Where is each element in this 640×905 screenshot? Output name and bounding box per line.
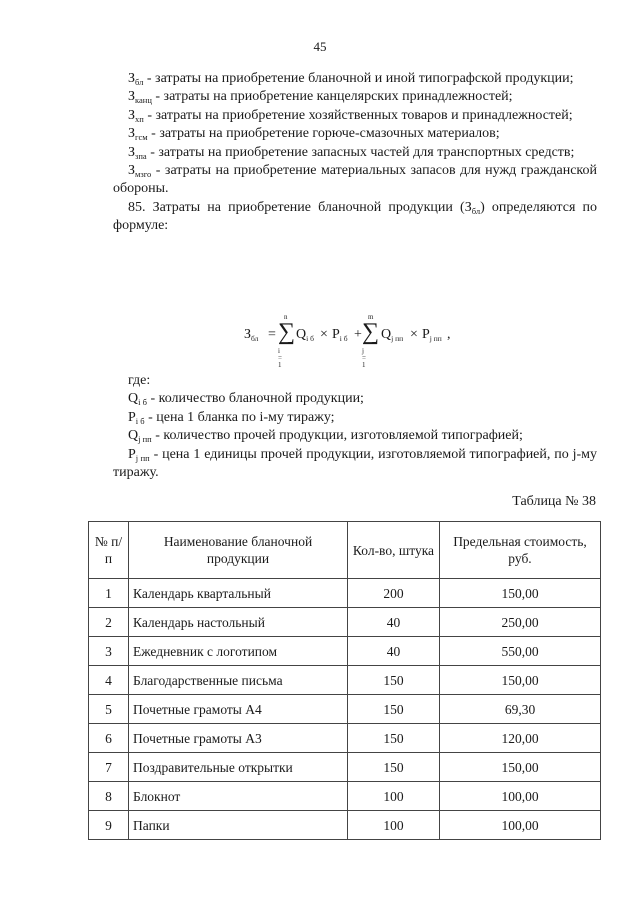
symbol-subscript: мзго: [135, 169, 152, 180]
symbol-subscript: канц: [135, 95, 152, 106]
header-number: № п/п: [89, 522, 129, 579]
page-number: 45: [313, 39, 327, 54]
header-quantity: Кол-во, штука: [348, 522, 440, 579]
table-row: [89, 695, 601, 724]
symbol-subscript: бл: [471, 205, 481, 216]
formula-subscript: бл: [251, 334, 259, 343]
definition-q-ib: [113, 390, 597, 408]
cell-quantity: 40: [348, 608, 440, 637]
symbol: P: [128, 409, 136, 425]
symbol: З: [128, 107, 136, 123]
definition-text: - количество прочей продукции, изготовляемой типографией;: [151, 428, 523, 444]
cell-max-cost: 150,00: [440, 579, 601, 608]
definition-q-jpp: [113, 427, 597, 445]
table-row: [89, 608, 601, 637]
cell-number: 5: [89, 695, 129, 724]
cell-name: Блокнот: [129, 782, 348, 811]
table-row: [89, 782, 601, 811]
definition-fuel: [113, 125, 597, 143]
definition-p-jpp: [113, 446, 597, 483]
formula-equals: =: [268, 327, 276, 342]
definition-text: - затраты на приобретение материальных запасов для нужд гражданской обороны.: [113, 163, 597, 197]
sum1-upper-limit: n: [284, 313, 288, 321]
header-name: Наименование бланочной продукции: [129, 522, 348, 579]
symbol-subscript: i б: [135, 415, 145, 426]
symbol-subscript: j пп: [135, 452, 150, 463]
cell-number: 4: [89, 666, 129, 695]
cell-name: Ежедневник с логотипом: [129, 637, 348, 666]
symbol-subscript: бл: [135, 77, 144, 87]
cell-quantity: 40: [348, 637, 440, 666]
cell-max-cost: 100,00: [440, 782, 601, 811]
formula-term1-q: [296, 326, 314, 344]
cell-name: Календарь настольный: [129, 608, 348, 637]
table-row: [89, 579, 601, 608]
definition-spare-parts: [113, 144, 597, 162]
formula-subscript: i б: [339, 334, 348, 343]
symbol: З: [128, 89, 136, 105]
symbol-subscript: i б: [138, 397, 147, 408]
formula-times-1: ×: [320, 327, 328, 342]
symbol: З: [128, 71, 136, 86]
definition-civil-defense: [113, 162, 597, 199]
cell-name: Почетные грамоты А3: [129, 724, 348, 753]
cell-number: 2: [89, 608, 129, 637]
definition-text: - затраты на приобретение запасных частей для транспортных средств;: [146, 144, 575, 160]
table-row: [89, 637, 601, 666]
symbol: З: [128, 126, 136, 142]
formula-lhs: [244, 326, 258, 344]
table-row: [89, 724, 601, 753]
symbol-subscript: j пп: [138, 434, 152, 445]
cell-number: 8: [89, 782, 129, 811]
definition-text: - затраты на приобретение хозяйственных товаров и принадлежностей;: [143, 107, 573, 123]
definition-text: - количество бланочной продукции;: [146, 391, 364, 407]
cell-number: 9: [89, 811, 129, 840]
cell-max-cost: 69,30: [440, 695, 601, 724]
definition-household: [113, 107, 597, 125]
sum1-lower-limit: i = 1: [278, 347, 282, 369]
definition-text: - затраты на приобретение канцелярских принадлежностей;: [151, 89, 513, 105]
formula-term1-p: [332, 326, 348, 344]
cell-name: Календарь квартальный: [129, 579, 348, 608]
table-row: [89, 753, 601, 782]
symbol-subscript: хп: [135, 113, 144, 124]
symbol-subscript: зпа: [135, 150, 147, 161]
formula-term2-p: [422, 326, 442, 344]
formula-symbol: Q: [381, 327, 392, 342]
cell-quantity: 100: [348, 782, 440, 811]
cell-number: 3: [89, 637, 129, 666]
cell-quantity: 150: [348, 666, 440, 695]
cell-max-cost: 150,00: [440, 666, 601, 695]
blank-products-table: [88, 521, 601, 840]
cell-max-cost: 120,00: [440, 724, 601, 753]
symbol-subscript: гсм: [135, 132, 148, 143]
cell-name: Благодарственные письма: [129, 666, 348, 695]
cell-quantity: 100: [348, 811, 440, 840]
formula-subscript: j пп: [429, 334, 442, 343]
clause-85: [113, 199, 597, 236]
definition-p-ib: [113, 409, 597, 427]
cell-name: Поздравительные открытки: [129, 753, 348, 782]
formula-term2-q: [381, 326, 403, 344]
clause-text: ) определяются по формуле:: [113, 199, 598, 234]
cell-max-cost: 150,00: [440, 753, 601, 782]
cost-definitions: [113, 70, 597, 236]
definition-blanks: [113, 70, 597, 88]
cell-name: Папки: [129, 811, 348, 840]
formula-subscript: j пп: [391, 334, 404, 343]
symbol: P: [128, 446, 136, 462]
cell-number: 1: [89, 579, 129, 608]
sum2-upper-limit: m: [368, 313, 374, 321]
cell-quantity: 150: [348, 724, 440, 753]
cell-number: 6: [89, 724, 129, 753]
cell-quantity: 150: [348, 695, 440, 724]
clause-text: 85. Затраты на приобретение бланочной продукции (З: [128, 199, 472, 215]
symbol: З: [128, 144, 136, 160]
formula-symbol: Q: [296, 327, 307, 342]
formula-symbol: P: [422, 327, 430, 342]
cell-quantity: 200: [348, 579, 440, 608]
formula-symbol: P: [332, 327, 340, 342]
table-row: [89, 666, 601, 695]
cell-name: Почетные грамоты А4: [129, 695, 348, 724]
definition-text: - цена 1 единицы прочей продукции, изготовляемой типографией, по j-му тиражу.: [113, 446, 597, 481]
sum2-sigma: ∑: [362, 319, 380, 345]
cell-max-cost: 100,00: [440, 811, 601, 840]
table-row: [89, 811, 601, 840]
header-max-cost: Предельная стоимость, руб.: [440, 522, 601, 579]
cell-quantity: 150: [348, 753, 440, 782]
sum1-sigma: ∑: [278, 319, 296, 345]
formula-subscript: i б: [306, 334, 314, 343]
cell-max-cost: 250,00: [440, 608, 601, 637]
symbol: Q: [128, 391, 139, 407]
formula-symbol: З: [244, 327, 252, 342]
formula-times-2: ×: [410, 327, 418, 342]
formula-tail: ,: [447, 327, 451, 342]
cell-max-cost: 550,00: [440, 637, 601, 666]
formula-plus: +: [354, 327, 362, 342]
formula-definitions: [113, 372, 597, 482]
where-label: где:: [128, 373, 151, 388]
table-header-row: [89, 522, 601, 579]
cell-number: 7: [89, 753, 129, 782]
symbol: Q: [128, 428, 139, 444]
symbol: З: [128, 163, 136, 179]
table-caption: Таблица № 38: [512, 494, 596, 509]
definition-text: - цена 1 бланка по i-му тиражу;: [144, 409, 335, 425]
sum2-lower-limit: j = 1: [362, 347, 366, 369]
definition-text: - затраты на приобретение горюче-смазочных материалов;: [147, 126, 500, 142]
definition-text: - затраты на приобретение бланочной и иной типографской продукции;: [143, 71, 574, 86]
definition-stationery: [113, 88, 597, 106]
